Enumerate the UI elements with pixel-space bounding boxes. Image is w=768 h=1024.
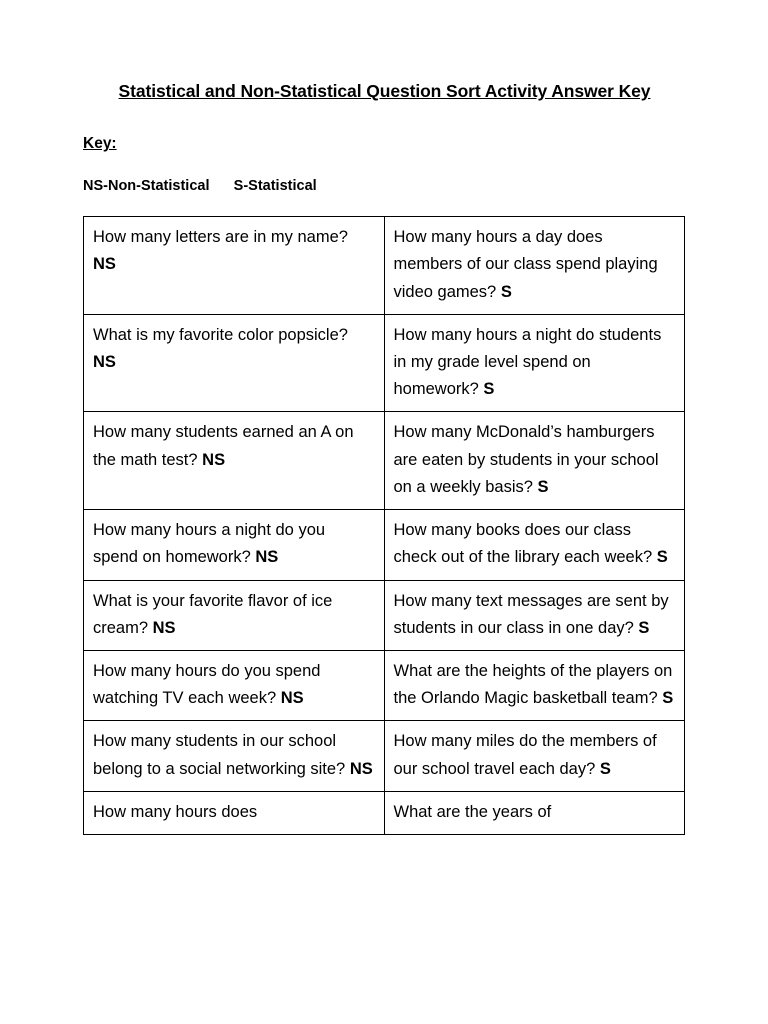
question-text: How many students in our school belong to a social networking site? [93,732,350,778]
non-statistical-cell [84,580,385,650]
question-text: How many miles do the members of our school travel each day? [393,732,657,778]
answer-label: NS [152,618,176,637]
non-statistical-cell [84,650,385,720]
answer-label: S [500,282,512,301]
statistical-cell [384,791,685,834]
question-text: How many students earned an A on the math test? [93,423,354,469]
answer-label: NS [255,548,279,567]
question-text: What is your favorite flavor of ice cream? [93,591,333,637]
answer-label: NS [349,759,373,778]
statistical-cell [384,217,685,315]
answer-label: NS [202,450,226,469]
table-row [84,217,685,315]
question-text: How many books does our class check out of the library each week? [393,521,657,567]
statistical-cell [384,314,685,412]
table-row [84,580,685,650]
statistical-cell [384,721,685,791]
table-row [84,314,685,412]
answer-label: NS [280,689,304,708]
answer-label: NS [93,353,116,371]
question-text: How many letters are in my name? [93,228,348,247]
answer-label: S [662,689,674,708]
question-text: How many text messages are sent by students in our class in one day? [393,591,669,637]
answer-label: S [599,759,611,778]
question-text: How many hours a day does members of our class spend playing video games? [393,228,658,301]
table-row [84,721,685,791]
non-statistical-cell [84,217,385,315]
answer-label: S [656,548,668,567]
question-text: How many hours does [93,802,258,821]
answer-label: S [537,477,549,496]
question-sort-table [83,216,685,835]
table-row [84,650,685,720]
question-text: How many hours a night do you spend on homework? [93,521,326,567]
table-row [84,412,685,510]
answer-label: NS [93,255,116,274]
non-statistical-cell [84,412,385,510]
question-text: How many hours a night do students in my grade level spend on homework? [393,325,662,399]
key-legend: NS-Non-Statistical S-Statistical [83,178,317,195]
statistical-cell [384,510,685,580]
non-statistical-cell [84,510,385,580]
statistical-cell [384,580,685,650]
answer-label: S [483,380,495,399]
non-statistical-cell [84,791,385,834]
question-text: What are the heights of the players on the Orlando Magic basketball team? [393,661,673,708]
page-title: Statistical and Non-Statistical Question Sort Activity Answer Key [118,81,651,101]
answer-label: S [638,618,650,637]
question-text: What is my favorite color popsicle? [93,325,348,344]
statistical-cell [384,412,685,510]
question-text: How many hours do you spend watching TV each week? [93,661,321,708]
statistical-cell [384,650,685,720]
table-row [84,791,685,834]
key-heading: Key: [83,135,117,153]
question-text: What are the years of [393,802,552,821]
question-text: How many McDonald’s hamburgers are eaten by students in your school on a weekly basis? [393,423,659,496]
table-row [84,510,685,580]
non-statistical-cell [84,721,385,791]
non-statistical-cell [84,314,385,412]
